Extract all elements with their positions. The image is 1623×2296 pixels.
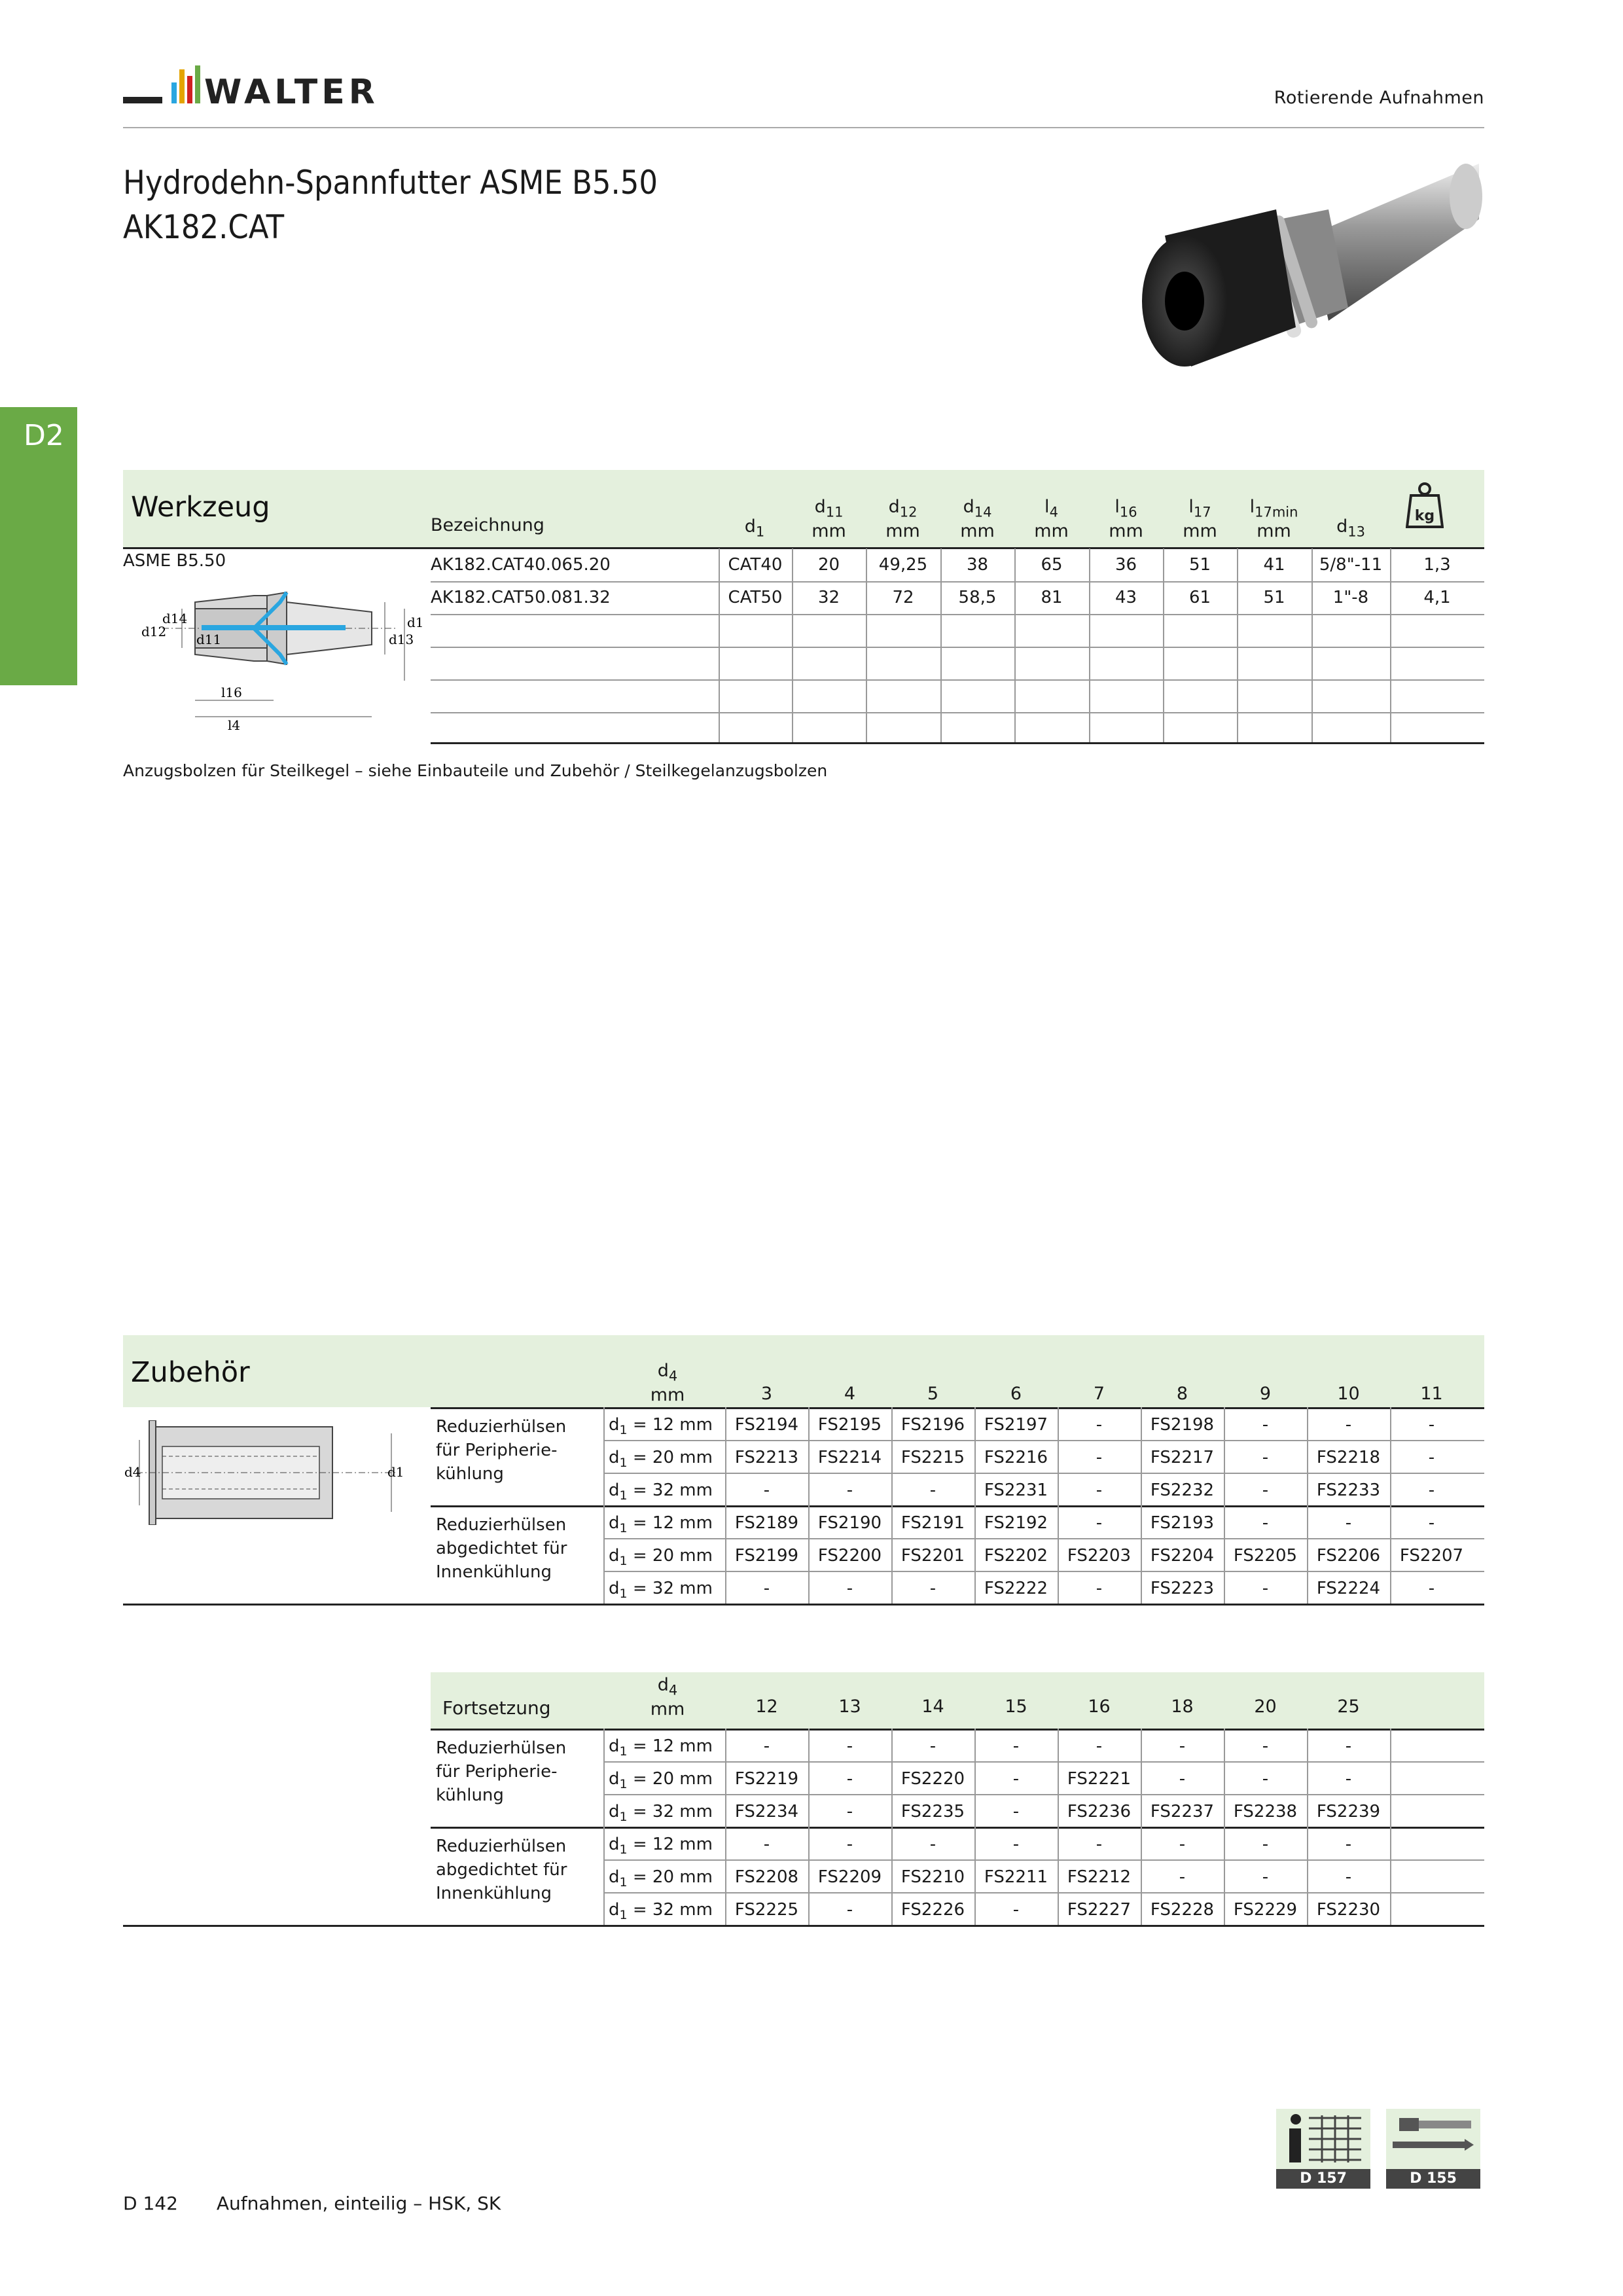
group-label-line: kühlung <box>436 1785 504 1805</box>
article-number[interactable]: FS2209 <box>817 1867 882 1887</box>
empty-cell: - <box>1428 1480 1435 1500</box>
article-number[interactable]: FS2224 <box>1316 1579 1381 1598</box>
empty-cell: - <box>1345 1736 1352 1756</box>
article-number[interactable]: FS2205 <box>1233 1546 1298 1566</box>
empty-cell: - <box>1096 1415 1103 1435</box>
table-cell-d14: 58,5 <box>958 588 997 607</box>
article-number[interactable]: FS2215 <box>901 1448 965 1467</box>
empty-cell: - <box>1096 1480 1103 1500</box>
article-number[interactable]: FS2192 <box>984 1513 1048 1533</box>
article-number[interactable]: FS2225 <box>734 1900 799 1920</box>
article-number[interactable]: FS2239 <box>1316 1802 1381 1821</box>
article-number[interactable]: FS2191 <box>901 1513 965 1533</box>
svg-text:d4: d4 <box>124 1464 141 1480</box>
article-number[interactable]: FS2199 <box>734 1546 799 1566</box>
article-number[interactable]: FS2218 <box>1316 1448 1381 1467</box>
column-divider <box>603 1407 605 1604</box>
empty-cell: - <box>1262 1415 1269 1435</box>
zubehoer-d4-header: $d_4$ mm <box>650 1361 685 1406</box>
table-cell-l16: 36 <box>1115 555 1137 575</box>
column-divider <box>808 1407 810 1604</box>
empty-cell: - <box>1096 1513 1103 1533</box>
col-header-4: 4 <box>844 1384 856 1404</box>
column-divider <box>1311 548 1313 742</box>
article-number[interactable]: FS2213 <box>734 1448 799 1467</box>
empty-cell: - <box>1428 1579 1435 1598</box>
col-header-25: 25 <box>1337 1696 1360 1717</box>
table-row-divider <box>603 1571 1484 1572</box>
article-number[interactable]: FS2189 <box>734 1513 799 1533</box>
article-number[interactable]: FS2216 <box>984 1448 1048 1467</box>
werkzeug-title: Werkzeug <box>131 491 270 524</box>
table-cell-kg: 1,3 <box>1423 555 1451 575</box>
article-number[interactable]: FS2228 <box>1150 1900 1215 1920</box>
empty-cell: - <box>1179 1736 1186 1756</box>
col-header-3: 3 <box>760 1384 773 1404</box>
table-row-divider <box>603 1859 1484 1861</box>
table-cell-l4: 65 <box>1041 555 1063 575</box>
empty-cell: - <box>1179 1769 1186 1789</box>
article-number[interactable]: FS2221 <box>1067 1769 1132 1789</box>
article-number[interactable]: FS2232 <box>1150 1480 1215 1500</box>
svg-text:d1: d1 <box>387 1464 404 1480</box>
col-d12: $d_{12}$ mm <box>885 497 920 542</box>
article-number[interactable]: FS2207 <box>1399 1546 1464 1566</box>
svg-text:l16: l16 <box>221 685 242 700</box>
empty-cell: - <box>1012 1835 1020 1854</box>
table-cell-d13: 5/8"-11 <box>1319 555 1383 575</box>
column-divider <box>603 1729 605 1925</box>
column-divider <box>1141 1729 1142 1925</box>
column-divider <box>725 1407 726 1604</box>
empty-cell: - <box>1262 1480 1269 1500</box>
svg-text:WALTER: WALTER <box>204 73 379 112</box>
col-l17: $l_{17}$ mm <box>1183 497 1217 542</box>
article-number[interactable]: FS2226 <box>901 1900 965 1920</box>
svg-text:d12: d12 <box>141 624 167 639</box>
group-label <box>436 1835 567 1905</box>
article-number[interactable]: FS2208 <box>734 1867 799 1887</box>
empty-cell: - <box>1345 1835 1352 1854</box>
article-number[interactable]: FS2193 <box>1150 1513 1215 1533</box>
col-header-10: 10 <box>1337 1384 1360 1404</box>
fortsetzung-d4-header: $d_4$ mm <box>650 1675 685 1720</box>
empty-cell: - <box>1179 1867 1186 1887</box>
col-header-14: 14 <box>921 1696 944 1717</box>
column-divider <box>1307 1729 1308 1925</box>
col-header-16: 16 <box>1088 1696 1111 1717</box>
empty-cell: - <box>929 1835 936 1854</box>
table-cell-d14: 38 <box>966 555 989 575</box>
table-top-rule <box>431 1407 1484 1409</box>
reference-badge-d155[interactable] <box>1386 2109 1480 2189</box>
article-number[interactable]: AK182.CAT40.065.20 <box>431 555 611 575</box>
col-header-6: 6 <box>1010 1384 1022 1404</box>
col-header-13: 13 <box>838 1696 861 1717</box>
column-divider <box>1141 1407 1142 1604</box>
col-header-18: 18 <box>1171 1696 1194 1717</box>
col-d11: $d_{11}$ mm <box>812 497 846 542</box>
article-number[interactable]: FS2194 <box>734 1415 799 1435</box>
table-cell-d12: 49,25 <box>878 555 928 575</box>
group-divider <box>123 1925 1484 1927</box>
d1-row-label: $d_1 = 12$ mm <box>609 1736 713 1759</box>
empty-cell: - <box>1096 1448 1103 1467</box>
empty-cell: - <box>1096 1835 1103 1854</box>
empty-cell: - <box>1428 1448 1435 1467</box>
column-divider <box>1089 548 1090 742</box>
table-cell-d1: CAT50 <box>728 588 783 607</box>
column-divider <box>1390 548 1391 742</box>
col-l17min: $l_{17min}$ mm <box>1249 497 1298 542</box>
column-divider <box>891 1407 893 1604</box>
empty-cell: - <box>1262 1769 1269 1789</box>
article-number[interactable]: FS2210 <box>901 1867 965 1887</box>
column-divider <box>1058 1407 1059 1604</box>
group-label-line: Reduzierhülsen <box>436 1738 567 1758</box>
article-number[interactable]: FS2235 <box>901 1802 965 1821</box>
col-bezeichnung: Bezeichnung <box>431 515 544 535</box>
column-divider <box>1224 1729 1225 1925</box>
col-d14: $d_{14}$ mm <box>960 497 995 542</box>
footnote: Anzugsbolzen für Steilkegel – siehe Einbauteile und Zubehör / Steilkegelanzugsbolzen <box>123 761 828 780</box>
empty-cell: - <box>1345 1867 1352 1887</box>
empty-cell: - <box>1262 1579 1269 1598</box>
column-divider <box>1237 548 1238 742</box>
empty-cell: - <box>846 1835 853 1854</box>
empty-cell: - <box>1345 1769 1352 1789</box>
column-divider <box>1307 1407 1308 1604</box>
group-divider <box>431 1827 1484 1829</box>
group-label-line: abgedichtet für <box>436 1539 567 1558</box>
empty-cell: - <box>1012 1769 1020 1789</box>
table-cell-l17: 61 <box>1188 588 1211 607</box>
norm-label: ASME B5.50 <box>123 551 226 571</box>
group-label <box>436 1415 566 1486</box>
table-row-divider <box>431 712 1484 713</box>
empty-cell: - <box>763 1736 770 1756</box>
group-label <box>436 1736 566 1807</box>
column-divider <box>1390 1407 1391 1604</box>
table-cell-d13: 1"-8 <box>1332 588 1369 607</box>
empty-cell: - <box>846 1900 853 1920</box>
product-photo <box>1113 157 1486 399</box>
page-footer <box>123 2193 501 2214</box>
group-label-line: Reduzierhülsen <box>436 1417 567 1437</box>
column-divider <box>1163 548 1164 742</box>
table-top-rule <box>431 1729 1484 1731</box>
d1-row-label: $d_1 = 12$ mm <box>609 1835 713 1857</box>
svg-text:l4: l4 <box>228 717 241 733</box>
tool-drawing <box>123 589 424 733</box>
empty-cell: - <box>1262 1513 1269 1533</box>
empty-cell: - <box>1096 1579 1103 1598</box>
title-line1: Hydrodehn-Spannfutter ASME B5.50 <box>123 164 658 202</box>
column-divider <box>891 1729 893 1925</box>
article-number[interactable]: FS2196 <box>901 1415 965 1435</box>
empty-cell: - <box>846 1736 853 1756</box>
table-cell-l17: 51 <box>1188 555 1211 575</box>
article-number[interactable]: FS2195 <box>817 1415 882 1435</box>
empty-cell: - <box>1179 1835 1186 1854</box>
svg-text:d14: d14 <box>162 611 188 626</box>
col-header-15: 15 <box>1005 1696 1027 1717</box>
d1-row-label: $d_1 = 20$ mm <box>609 1546 713 1569</box>
table-row-divider <box>603 1473 1484 1474</box>
table-row-divider <box>603 1440 1484 1441</box>
empty-cell: - <box>763 1835 770 1854</box>
article-number[interactable]: FS2198 <box>1150 1415 1215 1435</box>
article-number[interactable]: FS2203 <box>1067 1546 1132 1566</box>
d1-row-label: $d_1 = 32$ mm <box>609 1579 713 1602</box>
pull-stud-icon <box>1386 2109 1480 2169</box>
group-label-line: Reduzierhülsen <box>436 1515 567 1535</box>
group-divider <box>123 1604 1484 1605</box>
d1-row-label: $d_1 = 20$ mm <box>609 1867 713 1890</box>
group-label-line: abgedichtet für <box>436 1860 567 1880</box>
article-number[interactable]: FS2211 <box>984 1867 1048 1887</box>
column-divider <box>1014 548 1016 742</box>
article-number[interactable]: FS2233 <box>1316 1480 1381 1500</box>
table-cell-kg: 4,1 <box>1423 588 1451 607</box>
col-header-11: 11 <box>1420 1384 1443 1404</box>
badge-label: D 155 <box>1386 2169 1480 2189</box>
table-cell-l16: 43 <box>1115 588 1137 607</box>
col-d13: $d_{13}$ <box>1336 516 1365 540</box>
group-label-line: Innenkühlung <box>436 1884 552 1903</box>
empty-cell: - <box>1262 1835 1269 1854</box>
table-cell-l17min: 41 <box>1263 555 1285 575</box>
article-number[interactable]: FS2200 <box>817 1546 882 1566</box>
header-divider <box>123 127 1484 128</box>
table-row-divider <box>603 1794 1484 1795</box>
article-number[interactable]: FS2238 <box>1233 1802 1298 1821</box>
article-number[interactable]: FS2231 <box>984 1480 1048 1500</box>
article-number[interactable]: AK182.CAT50.081.32 <box>431 588 611 607</box>
empty-cell: - <box>929 1480 936 1500</box>
col-header-9: 9 <box>1259 1384 1272 1404</box>
d1-row-label: $d_1 = 12$ mm <box>609 1415 713 1438</box>
empty-cell: - <box>846 1579 853 1598</box>
article-number[interactable]: FS2206 <box>1316 1546 1381 1566</box>
table-cell-d11: 20 <box>817 555 840 575</box>
column-divider <box>719 548 720 742</box>
col-l4: $l_4$ mm <box>1034 497 1069 542</box>
table-row-divider <box>431 581 1484 583</box>
article-number[interactable]: FS2212 <box>1067 1867 1132 1887</box>
article-number[interactable]: FS2217 <box>1150 1448 1215 1467</box>
d1-row-label: $d_1 = 20$ mm <box>609 1769 713 1792</box>
reference-badge-d157[interactable] <box>1276 2109 1370 2189</box>
table-row-divider <box>603 1761 1484 1763</box>
d1-row-label: $d_1 = 32$ mm <box>609 1480 713 1503</box>
table-cell-d12: 72 <box>892 588 914 607</box>
weight-icon <box>1406 481 1444 529</box>
col-l16: $l_{16}$ mm <box>1109 497 1143 542</box>
table-row-divider <box>431 647 1484 648</box>
article-number[interactable]: FS2201 <box>901 1546 965 1566</box>
section-label: Rotierende Aufnahmen <box>1274 88 1484 108</box>
article-number[interactable]: FS2234 <box>734 1802 799 1821</box>
group-divider <box>431 1505 1484 1507</box>
fortsetzung-title: Fortsetzung <box>442 1697 551 1719</box>
article-number[interactable]: FS2202 <box>984 1546 1048 1566</box>
table-cell-d1: CAT40 <box>728 555 783 575</box>
empty-cell: - <box>1012 1802 1020 1821</box>
footer-text: Aufnahmen, einteilig – HSK, SK <box>216 2193 501 2214</box>
col-header-7: 7 <box>1093 1384 1105 1404</box>
empty-cell: - <box>1428 1415 1435 1435</box>
article-number[interactable]: FS2197 <box>984 1415 1048 1435</box>
empty-cell: - <box>929 1736 936 1756</box>
empty-cell: - <box>1262 1867 1269 1887</box>
empty-cell: - <box>1262 1736 1269 1756</box>
empty-cell: - <box>1345 1415 1352 1435</box>
group-label-line: kühlung <box>436 1464 504 1484</box>
svg-text:d13: d13 <box>389 632 414 647</box>
article-number[interactable]: FS2230 <box>1316 1900 1381 1920</box>
group-label-line: Reduzierhülsen <box>436 1837 567 1856</box>
column-divider <box>1058 1729 1059 1925</box>
article-number[interactable]: FS2236 <box>1067 1802 1132 1821</box>
empty-cell: - <box>1428 1513 1435 1533</box>
article-number[interactable]: FS2204 <box>1150 1546 1215 1566</box>
group-label-line: Innenkühlung <box>436 1562 552 1582</box>
table-cell-l4: 81 <box>1041 588 1063 607</box>
col-d1: $d_1$ <box>744 516 765 540</box>
chapter-tab-label: D2 <box>24 419 64 452</box>
group-label-line: für Peripherie- <box>436 1441 558 1460</box>
article-number[interactable]: FS2222 <box>984 1579 1048 1598</box>
empty-cell: - <box>846 1802 853 1821</box>
column-divider <box>1390 1729 1391 1925</box>
empty-cell: - <box>1345 1513 1352 1533</box>
article-number[interactable]: FS2214 <box>817 1448 882 1467</box>
title-line2: AK182.CAT <box>123 208 285 246</box>
d1-row-label: $d_1 = 12$ mm <box>609 1513 713 1536</box>
svg-text:kg: kg <box>1414 508 1435 524</box>
empty-cell: - <box>846 1769 853 1789</box>
article-number[interactable]: FS2220 <box>901 1769 965 1789</box>
col-header-5: 5 <box>927 1384 939 1404</box>
table-cell-l17min: 51 <box>1263 588 1285 607</box>
col-header-12: 12 <box>755 1696 778 1717</box>
page-title <box>123 160 658 249</box>
column-divider <box>974 1407 976 1604</box>
table-row-divider <box>603 1892 1484 1893</box>
col-header-20: 20 <box>1254 1696 1277 1717</box>
info-table-icon <box>1276 2109 1370 2169</box>
column-divider <box>725 1729 726 1925</box>
article-number[interactable]: FS2227 <box>1067 1900 1132 1920</box>
d1-row-label: $d_1 = 32$ mm <box>609 1900 713 1923</box>
column-divider <box>866 548 867 742</box>
column-divider <box>974 1729 976 1925</box>
d1-row-label: $d_1 = 32$ mm <box>609 1802 713 1825</box>
table-cell-d11: 32 <box>817 588 840 607</box>
empty-cell: - <box>846 1480 853 1500</box>
col-header-8: 8 <box>1176 1384 1188 1404</box>
table-row-divider <box>431 614 1484 615</box>
article-number[interactable]: FS2229 <box>1233 1900 1298 1920</box>
empty-cell: - <box>763 1579 770 1598</box>
walter-logo <box>123 63 398 115</box>
zubehoer-title: Zubehör <box>131 1356 250 1389</box>
group-label <box>436 1513 567 1584</box>
sleeve-drawing <box>123 1420 411 1525</box>
table-row-divider <box>431 679 1484 681</box>
svg-text:d11: d11 <box>196 632 222 647</box>
article-number[interactable]: FS2219 <box>734 1769 799 1789</box>
empty-cell: - <box>1012 1900 1020 1920</box>
empty-cell: - <box>763 1480 770 1500</box>
empty-cell: - <box>1012 1736 1020 1756</box>
article-number[interactable]: FS2190 <box>817 1513 882 1533</box>
column-divider <box>808 1729 810 1925</box>
column-divider <box>1224 1407 1225 1604</box>
article-number[interactable]: FS2237 <box>1150 1802 1215 1821</box>
empty-cell: - <box>929 1579 936 1598</box>
group-label-line: für Peripherie- <box>436 1762 558 1782</box>
empty-cell: - <box>1096 1736 1103 1756</box>
empty-cell: - <box>1262 1448 1269 1467</box>
table-row-divider <box>603 1538 1484 1539</box>
article-number[interactable]: FS2223 <box>1150 1579 1215 1598</box>
chapter-tab[interactable] <box>0 407 77 685</box>
column-divider <box>792 548 793 742</box>
d1-row-label: $d_1 = 20$ mm <box>609 1448 713 1471</box>
column-divider <box>940 548 942 742</box>
svg-text:d1: d1 <box>407 615 424 630</box>
page-number: D 142 <box>123 2193 178 2214</box>
badge-label: D 157 <box>1276 2169 1370 2189</box>
